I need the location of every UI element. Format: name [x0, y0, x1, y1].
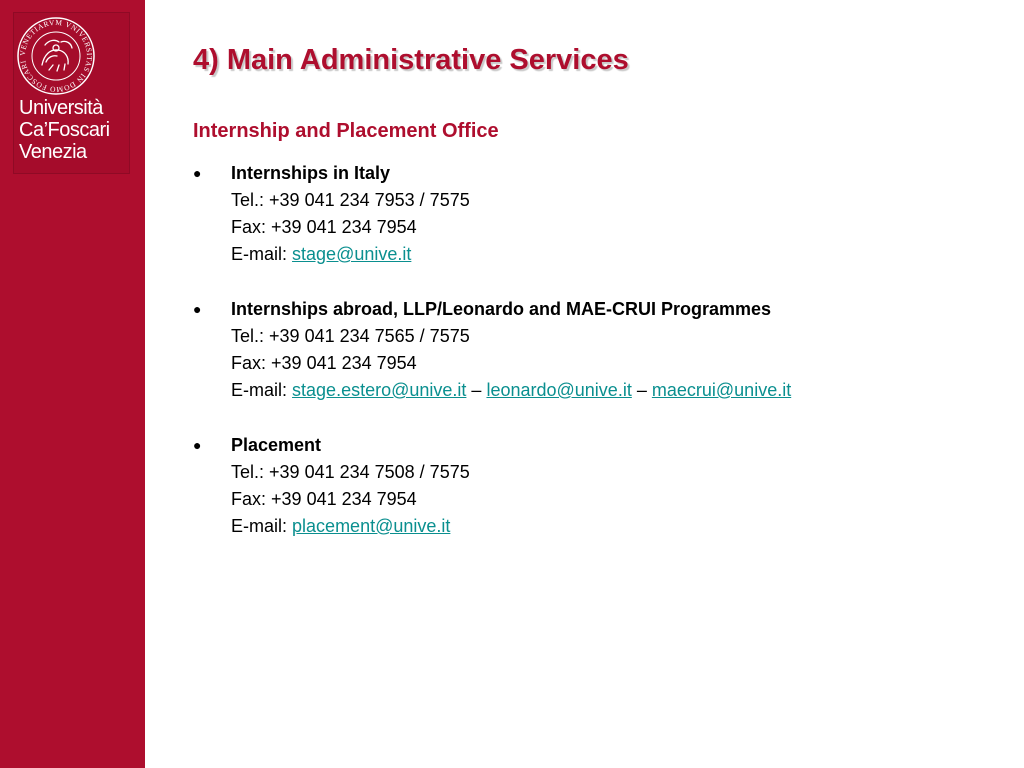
sidebar [0, 0, 145, 768]
tel-label: Tel.: [231, 190, 265, 210]
seal-text: VENETIARVM VNIVERSITAS IN DOMO FOSCARI [17, 17, 95, 95]
fax-value: +39 041 234 7954 [271, 217, 417, 237]
wordmark-line: Venezia [19, 141, 87, 163]
email-link[interactable]: maecrui@unive.it [651, 380, 792, 400]
bullet-icon: ● [193, 301, 202, 317]
email-label: E-mail: [231, 516, 288, 536]
bullet-icon: ● [193, 165, 202, 181]
university-wordmark [19, 97, 110, 163]
fax-line [231, 486, 993, 513]
email-line [231, 241, 993, 268]
fax-line [231, 350, 993, 377]
wordmark-line: Università [19, 97, 103, 119]
email-link[interactable]: leonardo@unive.it [486, 380, 632, 400]
university-logo [13, 12, 130, 174]
tel-label: Tel.: [231, 462, 265, 482]
section-subtitle: Internship and Placement Office [193, 120, 499, 142]
tel-value: +39 041 234 7565 / 7575 [269, 326, 470, 346]
email-line [231, 513, 993, 540]
phone-line [231, 323, 993, 350]
email-link[interactable]: stage.estero@unive.it [292, 380, 467, 400]
service-item [193, 296, 993, 404]
tel-value: +39 041 234 7508 / 7575 [269, 462, 470, 482]
tel-label: Tel.: [231, 326, 265, 346]
phone-line [231, 459, 993, 486]
fax-label: Fax: [231, 489, 267, 509]
university-seal-icon [15, 15, 97, 97]
service-name: Internships in Italy [231, 163, 391, 183]
email-line [231, 377, 993, 404]
email-label: E-mail: [231, 244, 288, 264]
service-item [193, 160, 993, 268]
fax-label: Fax: [231, 353, 267, 373]
fax-value: +39 041 234 7954 [271, 489, 417, 509]
email-link[interactable]: stage@unive.it [292, 244, 412, 264]
fax-line [231, 214, 993, 241]
services-list [193, 160, 993, 568]
email-separator: – [636, 380, 647, 400]
service-name: Placement [231, 435, 322, 455]
fax-value: +39 041 234 7954 [271, 353, 417, 373]
bullet-icon: ● [193, 437, 202, 453]
fax-label: Fax: [231, 217, 267, 237]
email-label: E-mail: [231, 380, 288, 400]
service-name: Internships abroad, LLP/Leonardo and MAE-CRUI Programmes [231, 299, 772, 319]
phone-line [231, 187, 993, 214]
page-title: 4) Main Administrative Services [193, 44, 629, 76]
email-separator: – [471, 380, 482, 400]
email-link[interactable]: placement@unive.it [292, 516, 451, 536]
service-item [193, 432, 993, 540]
wordmark-line: Ca’Foscari [19, 119, 110, 141]
tel-value: +39 041 234 7953 / 7575 [269, 190, 470, 210]
